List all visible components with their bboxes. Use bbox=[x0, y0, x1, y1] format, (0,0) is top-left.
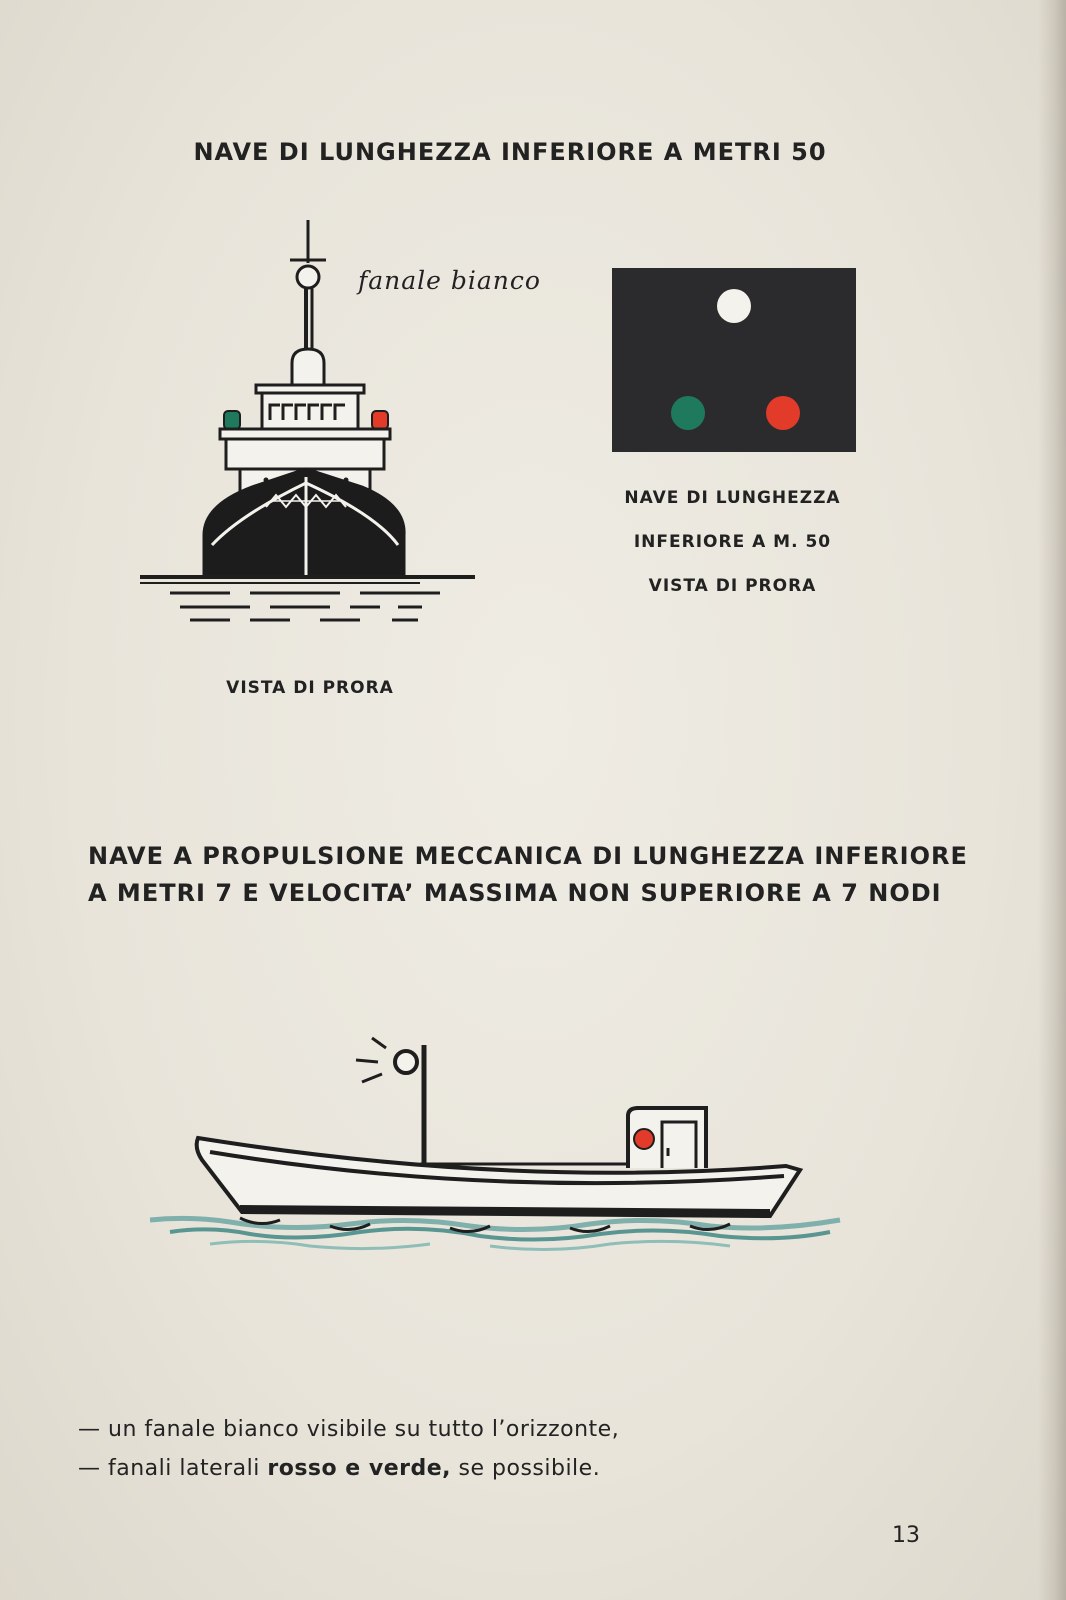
masthead-light-label: fanale bianco bbox=[358, 266, 541, 295]
masthead-light-icon bbox=[297, 266, 319, 288]
page-number: 13 bbox=[892, 1523, 920, 1548]
rule-text: un fanale bianco visibile su tutto l’orizzonte, bbox=[108, 1417, 620, 1442]
boat-white-light-icon bbox=[395, 1051, 417, 1073]
boat-red-light-icon bbox=[634, 1129, 654, 1149]
night-caption-line-2: INFERIORE A M. 50 bbox=[633, 532, 832, 552]
rule-dash: — bbox=[78, 1456, 101, 1481]
rule-dash: — bbox=[78, 1417, 101, 1442]
rule-text-prefix: fanali laterali bbox=[108, 1456, 260, 1481]
section2-title-line-1: NAVE A PROPULSIONE MECCANICA DI LUNGHEZZA INFERIORE bbox=[88, 842, 968, 870]
green-light-icon bbox=[671, 396, 705, 430]
section1-title: NAVE DI LUNGHEZZA INFERIORE A METRI 50 bbox=[193, 138, 827, 166]
night-caption-line-3: VISTA DI PRORA bbox=[648, 576, 817, 596]
white-light-icon bbox=[717, 289, 751, 323]
red-sidelight-icon bbox=[372, 411, 388, 429]
section2-title-line-2: A METRI 7 E VELOCITA’ MASSIMA NON SUPERIORE A 7 NODI bbox=[88, 879, 942, 907]
night-lights-diagram bbox=[612, 268, 856, 452]
night-caption-line-1: NAVE DI LUNGHEZZA bbox=[624, 488, 841, 508]
rule-text-suffix: se possibile. bbox=[458, 1456, 601, 1481]
rule-line-1 bbox=[78, 1410, 619, 1449]
page-edge-shadow bbox=[1038, 0, 1066, 1600]
bow-view-caption: VISTA DI PRORA bbox=[226, 678, 394, 698]
rule-line-2 bbox=[78, 1449, 619, 1488]
green-sidelight-icon bbox=[224, 411, 240, 429]
red-light-icon bbox=[766, 396, 800, 430]
section2-title bbox=[88, 838, 988, 912]
rule-text-bold: rosso e verde, bbox=[267, 1456, 452, 1481]
lighting-rules bbox=[78, 1410, 619, 1488]
motorboat-illustration bbox=[150, 1020, 870, 1270]
